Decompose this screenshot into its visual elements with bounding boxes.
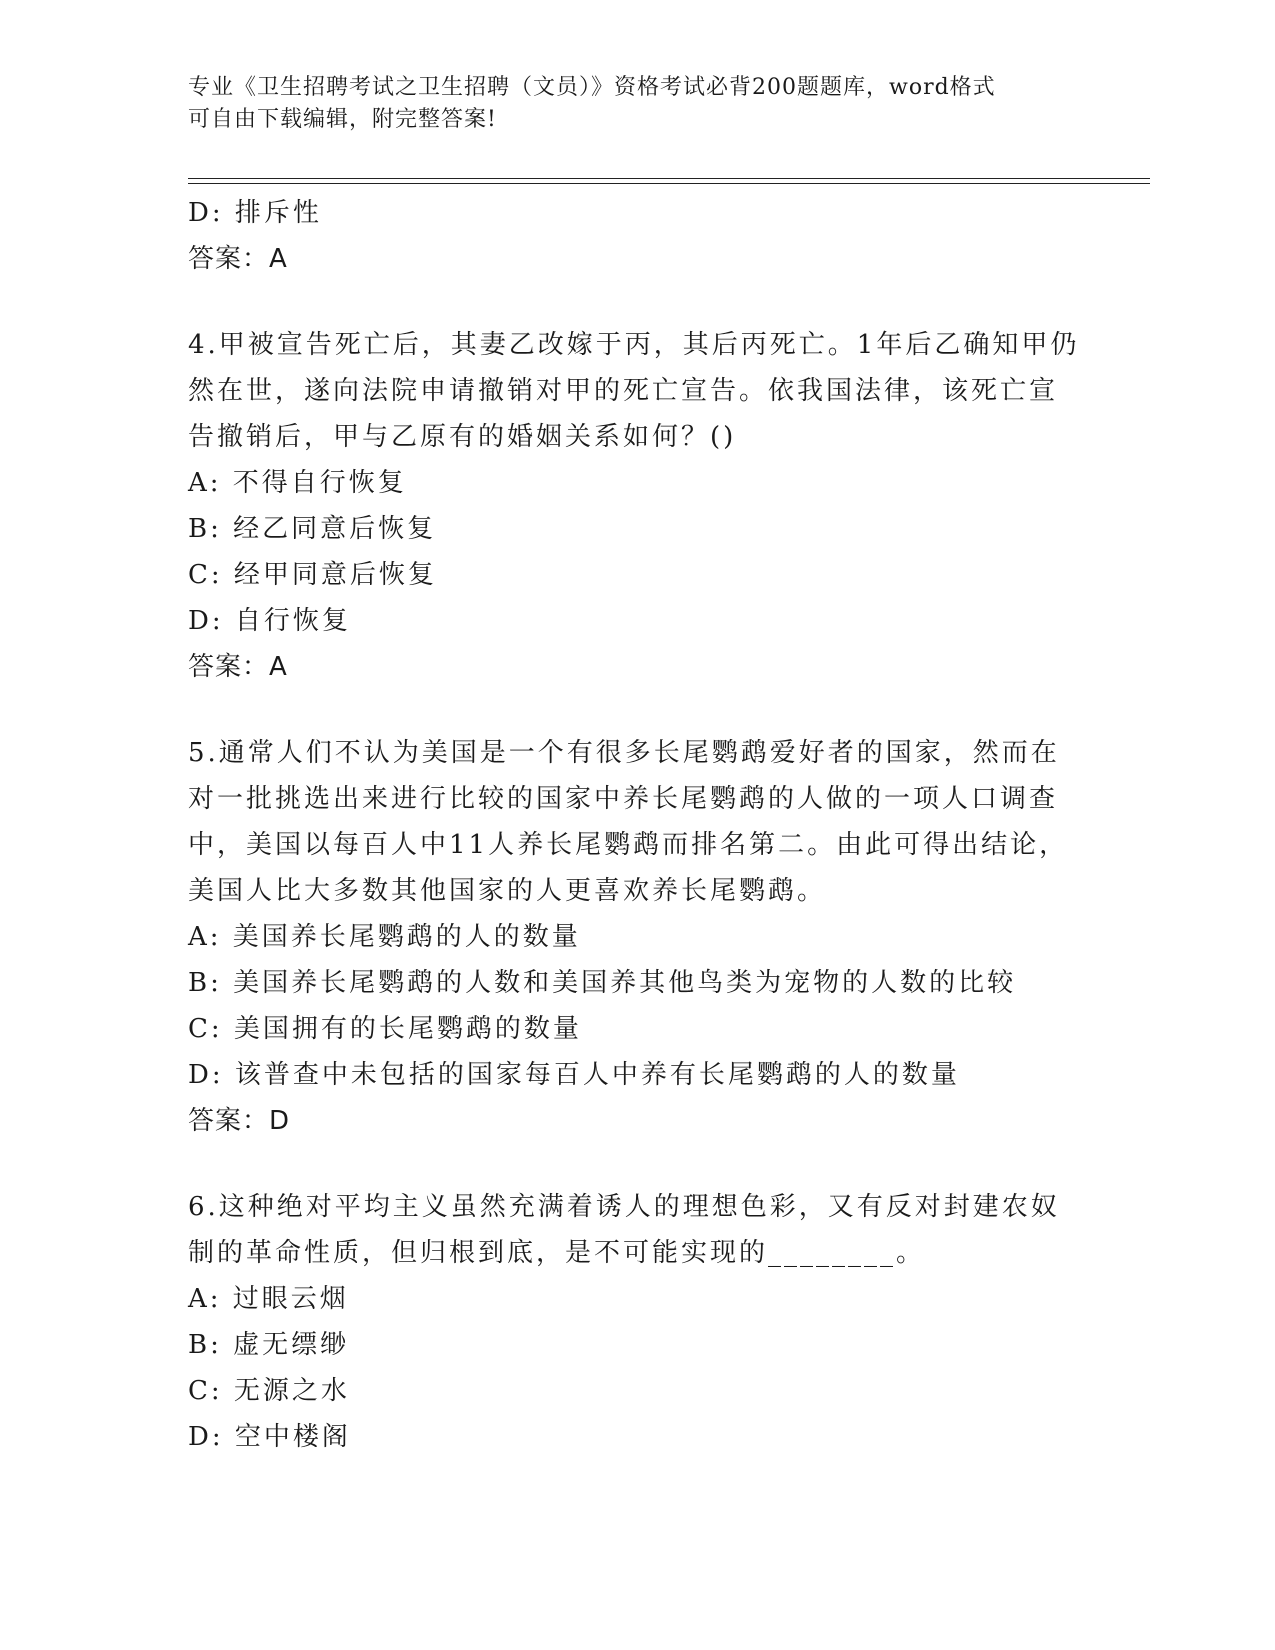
question-text-line: 告撤销后，甲与乙原有的婚姻关系如何？() (188, 422, 737, 452)
option-d: D: 该普查中未包括的国家每百人中养有长尾鹦鹉的人的数量 (188, 1060, 960, 1090)
option-b: B: 虚无缥缈 (188, 1330, 350, 1360)
header-line-1: 专业《卫生招聘考试之卫生招聘（文员）》资格考试必背200题题库，word格式 (188, 75, 996, 100)
question-6 (188, 1184, 1088, 1460)
option-a: A: 美国养长尾鹦鹉的人的数量 (188, 922, 581, 952)
option-c: C: 经甲同意后恢复 (188, 560, 437, 590)
option-c: C: 无源之水 (188, 1376, 350, 1406)
question-text-line: 制的革命性质，但归根到底，是不可能实现的________。 (188, 1238, 926, 1268)
question-text-line: 中，美国以每百人中11人养长尾鹦鹉而排名第二。由此可得出结论， (188, 830, 1069, 860)
question-text-line: 然在世，遂向法院申请撤销对甲的死亡宣告。依我国法律，该死亡宣 (188, 376, 1059, 406)
option-a: A: 过眼云烟 (188, 1284, 349, 1314)
answer: 答案：A (188, 652, 288, 682)
question-text-line: 对一批挑选出来进行比较的国家中养长尾鹦鹉的人做的一项人口调查 (188, 784, 1059, 814)
option-d: D: 自行恢复 (188, 606, 351, 636)
question-text-line: 4.甲被宣告死亡后，其妻乙改嫁于丙，其后丙死亡。1年后乙确知甲仍 (188, 330, 1080, 360)
question-text-line: 5.通常人们不认为美国是一个有很多长尾鹦鹉爱好者的国家，然而在 (188, 738, 1060, 768)
header-divider-top (188, 178, 1150, 179)
question-text-line: 6.这种绝对平均主义虽然充满着诱人的理想色彩，又有反对封建农奴 (188, 1192, 1060, 1222)
question-text-line: 美国人比大多数其他国家的人更喜欢养长尾鹦鹉。 (188, 876, 827, 906)
question-5 (188, 730, 1088, 1144)
question-4 (188, 322, 1088, 690)
document-header (188, 72, 1068, 136)
option-a: A: 不得自行恢复 (188, 468, 407, 498)
option-d: D: 空中楼阁 (188, 1422, 351, 1452)
header-line-2: 可自由下载编辑，附完整答案! (188, 107, 497, 132)
option-b: B: 美国养长尾鹦鹉的人数和美国养其他鸟类为宠物的人数的比较 (188, 968, 1017, 998)
option-c: C: 美国拥有的长尾鹦鹉的数量 (188, 1014, 582, 1044)
answer: 答案：D (188, 1106, 291, 1136)
option-b: B: 经乙同意后恢复 (188, 514, 437, 544)
option-d: D: 排斥性 (188, 198, 322, 228)
document-body (188, 190, 1088, 1460)
answer: 答案：A (188, 244, 288, 274)
question-3-tail (188, 190, 1088, 282)
header-divider-bottom (188, 183, 1150, 184)
